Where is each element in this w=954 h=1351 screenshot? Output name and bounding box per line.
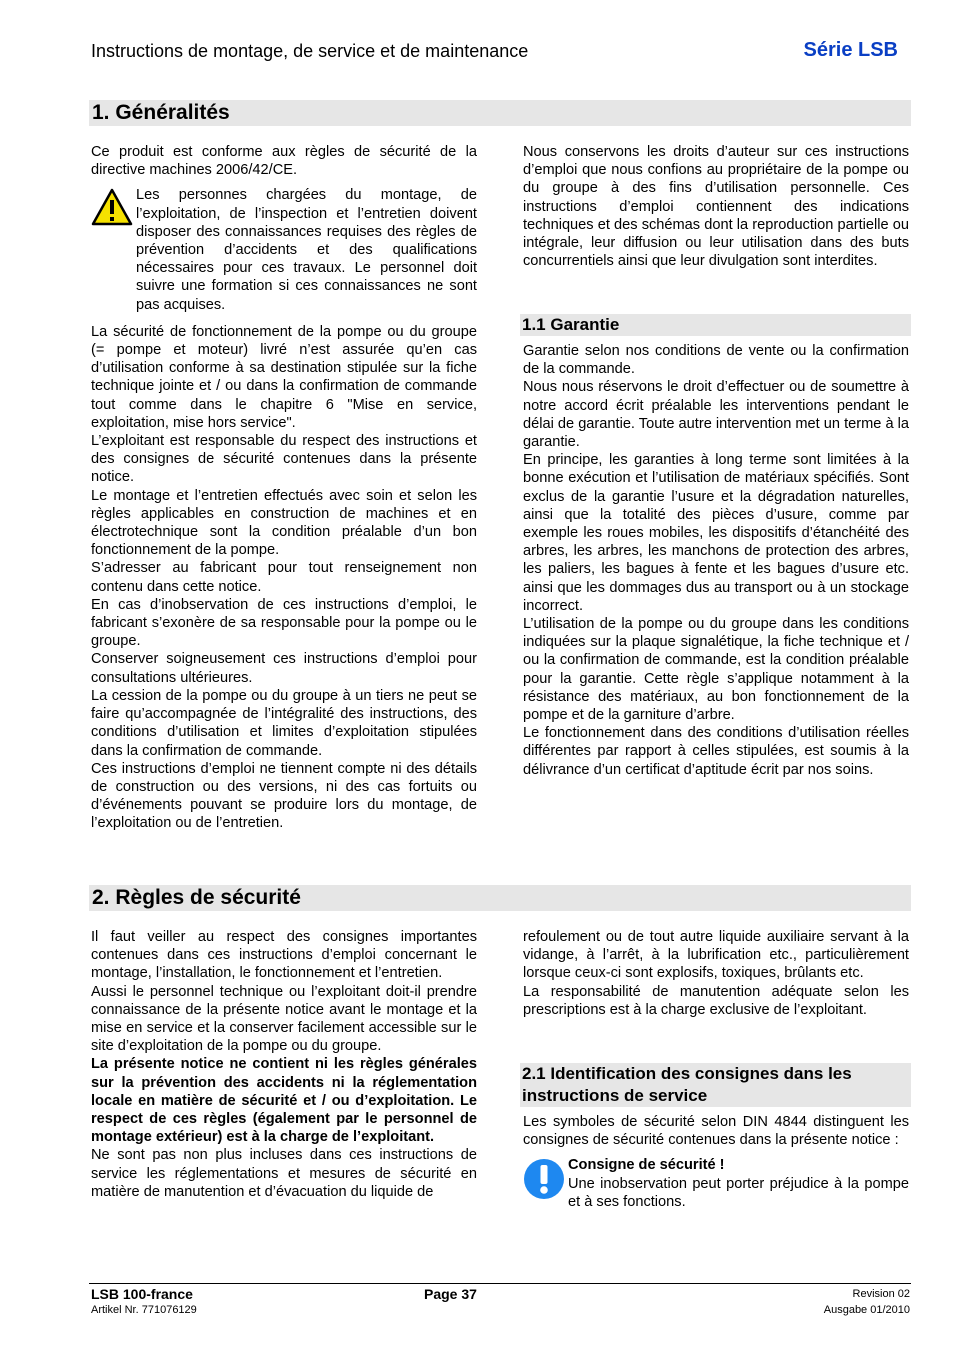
left-paragraph: Le montage et l’entretien effectués avec soin et selon les règles applicables en construction de machines et en électrotechnique sont la condition préalable d’un bon fonctionnement de la pompe. bbox=[91, 487, 477, 559]
section2-heading: 2. Règles de sécurité bbox=[89, 885, 911, 911]
safety-bold-paragraph: La présente notice ne contient ni les règles générales sur la prévention des accidents ni la réglementation locale en matière de sécurité et / ou d’exploitation. Le respect de ces règles (également par le personnel de montage extérieur) est à la charge de l’exploitant. bbox=[91, 1056, 477, 1146]
safety-paragraph: refoulement ou de tout autre liquide auxiliaire servant à la vidange, à l’arrêt, à la lubrification etc., particulièrement lorsque ceux-ci sont explosifs, toxiques, brûlants etc. bbox=[523, 929, 909, 982]
section1-right-column bbox=[523, 143, 909, 270]
warning-text: Les personnes chargées du montage, de l’exploitation, de l’inspection et l’entretien doivent disposer des connaissances requises des règles de prévention d’accidents et des qualifications nécessaires pour ces travaux. Le personnel doit suivre une formation si ces connaissances ne sont pas acquises. bbox=[136, 187, 477, 313]
warranty-paragraph: Le fonctionnement dans des conditions d’utilisation réelles différentes par rapport à celles stipulées, est soumis à la délivrance d’un certificat d’aptitude écrit par nos soins. bbox=[523, 725, 909, 778]
safety-paragraph: Il faut veiller au respect des consignes importantes contenues dans ces instructions d’emploi concernant le montage, l’installation, le fonctionnement et l’entretien. bbox=[91, 929, 477, 982]
footer-revision: Revision 02 bbox=[852, 1288, 910, 1300]
left-paragraph: S’adresser au fabricant pour tout renseignement non contenu dans cette notice. bbox=[91, 560, 477, 595]
warranty-paragraph: L’utilisation de la pompe ou du groupe dans les conditions indiquées sur la plaque signalétique, la fiche technique et / ou la confirmation de commande, est la condition préalable pour la garantie. Cette règle s’applique notamment à la résistance des matériaux, au bon fonctionnement de la pompe et de la garniture d’arbre. bbox=[523, 616, 909, 724]
left-paragraph: L’exploitant est responsable du respect des instructions et des consignes de sécurité contenues dans la présente notice. bbox=[91, 433, 477, 486]
safety-paragraph: La responsabilité de manutention adéquate selon les prescriptions est à la charge exclusive de l’exploitant. bbox=[523, 983, 909, 1018]
section2-left-column bbox=[91, 928, 477, 1201]
footer-article-number: Artikel Nr. 771076129 bbox=[91, 1304, 197, 1316]
left-paragraph: En cas d’inobservation de ces instructions d’emploi, le fabricant s’exonère de sa responsable pour la pompe ou le groupe. bbox=[91, 596, 477, 650]
intro-paragraph: Ce produit est conforme aux règles de sécurité de la directive machines 2006/42/CE. bbox=[91, 144, 477, 179]
warranty-column bbox=[523, 342, 909, 779]
left-paragraph: La sécurité de fonctionnement de la pompe ou du groupe (= pompe et moteur) livré n’est assurée qu’en cas d’utilisation conforme à sa destination stipulée sur la fiche technique jointe et / ou dans la confirmation de commande tout comme dans le chapitre 6 "Mise en service, exploitation, mise hors service". bbox=[91, 323, 477, 431]
warranty-paragraph: En principe, les garanties à long terme sont limitées à la bonne exécution et l’utilisation de matériaux spécifiés. Sont exclus de la garantie l’usure et la dégradation naturelles, ainsi que la totalité des pièces d’usure, comme par exemple les roues mobiles, les dispositifs d’étanchéité des arbres, les arbres, les manchons de protection des arbres, les paliers, les bagues à fente et les bagues d’usure etc. ainsi que les dommages dus au transport ou à un stockage incorrect. bbox=[523, 452, 909, 614]
section2-right-column bbox=[523, 928, 909, 1019]
footer-divider bbox=[89, 1283, 911, 1284]
left-paragraph: Ces instructions d’emploi ne tiennent compte ni des détails de construction ou des versions, ni des cas fortuits ou d’événements pouvant se produire lors du montage, de l’exploitation ou de l’entretien. bbox=[91, 760, 477, 832]
header-left-title: Instructions de montage, de service et de maintenance bbox=[91, 41, 529, 61]
exclamation-circle-icon bbox=[523, 1156, 565, 1211]
identification-heading: 2.1 Identification des consignes dans les instructions de service bbox=[520, 1063, 911, 1107]
left-paragraph: La cession de la pompe ou du groupe à un tiers ne peut se faire qu’accompagnée de l’intégralité des instructions, des conditions d’utilisation et limites d’exploitation stipulées dans la confirmation de commande. bbox=[91, 687, 477, 759]
warranty-paragraph: Garantie selon nos conditions de vente ou la confirmation de la commande. bbox=[523, 343, 909, 378]
section1-heading: 1. Généralités bbox=[89, 100, 911, 126]
notice-title: Consigne de sécurité ! bbox=[568, 1157, 725, 1174]
safety-paragraph: Ne sont pas non plus incluses dans ces instructions de service les réglementations et mesures de sécurité en matière de manutention et d’évacuation du liquide de bbox=[91, 1147, 477, 1200]
notice-text: Une inobservation peut porter préjudice à la pompe et à ses fonctions. bbox=[568, 1175, 909, 1210]
warning-triangle-icon bbox=[91, 186, 133, 313]
safety-paragraph: Aussi le personnel technique ou l’exploitant doit-il prendre connaissance de la présente notice avant le montage et la mise en service et la conserver facilement accessible sur le site d’exploitation de la pompe ou du groupe. bbox=[91, 983, 477, 1055]
footer-edition: Ausgabe 01/2010 bbox=[823, 1304, 910, 1316]
header-series-title: Série LSB bbox=[803, 39, 898, 61]
identification-column bbox=[523, 1113, 909, 1211]
copyright-paragraph: Nous conservons les droits d’auteur sur ces instructions d’emploi que nous confions au propriétaire de la pompe ou du groupe à des fins d’utilisation personnelle. Ces instructions d’emploi contiennent des indications techniques et des schémas dont la reproduction partielle ou intégrale, leur diffusion ou leur utilisation dans des buts concurrentiels ainsi que leur divulgation sont interdites. bbox=[523, 144, 909, 270]
left-paragraph: Conserver soigneusement ces instructions d’emploi pour consultations ultérieures. bbox=[91, 651, 477, 686]
section1-left-column bbox=[91, 143, 477, 833]
safety-notice-block bbox=[523, 1156, 909, 1211]
identification-paragraph: Les symboles de sécurité selon DIN 4844 distinguent les consignes de sécurité contenues dans la présente notice : bbox=[523, 1114, 909, 1149]
warning-block bbox=[91, 186, 477, 313]
warranty-paragraph: Nous nous réservons le droit d’effectuer ou de soumettre à notre accord écrit préalable les interventions pendant le délai de garantie. Toute autre intervention met un terme à la garantie. bbox=[523, 379, 909, 451]
warranty-heading: 1.1 Garantie bbox=[520, 314, 911, 336]
footer-page-number: Page 37 bbox=[424, 1286, 477, 1302]
footer-doc-name: LSB 100-france bbox=[91, 1286, 193, 1302]
